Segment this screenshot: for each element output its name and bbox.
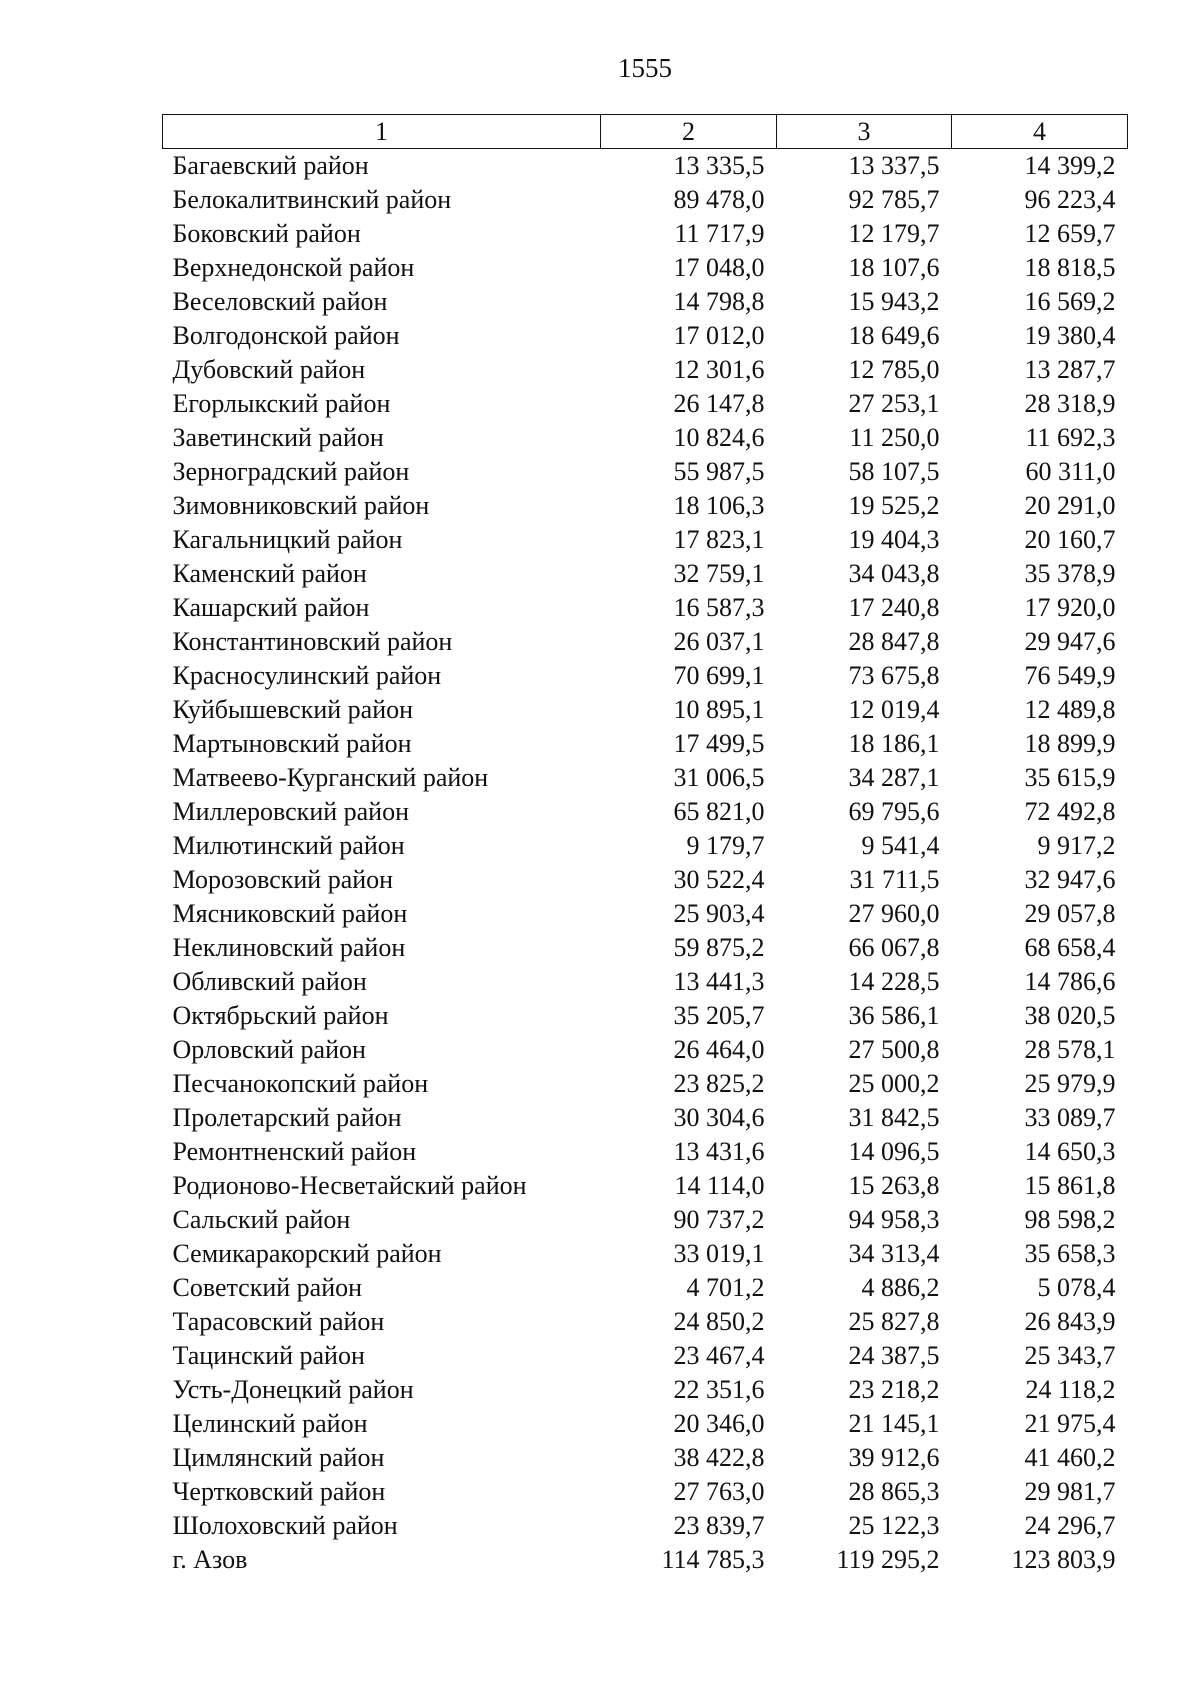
column-3-value-cell: 94 958,3 (848, 1205, 940, 1234)
district-name-cell: Мартыновский район (172, 729, 412, 758)
column-2-value-cell: 26 147,8 (673, 389, 765, 418)
table-row (163, 1543, 1128, 1577)
district-name-cell: Неклиновский район (172, 933, 406, 962)
column-3-value-cell: 11 250,0 (849, 423, 940, 452)
column-3-value-cell: 18 649,6 (848, 321, 940, 350)
column-3-value-cell: 9 541,4 (861, 831, 940, 860)
column-3-value-cell: 69 795,6 (848, 797, 940, 826)
column-2-value-cell: 20 346,0 (673, 1409, 765, 1438)
column-4-value-cell: 96 223,4 (1024, 185, 1116, 214)
column-4-value-cell: 29 981,7 (1024, 1477, 1116, 1506)
column-4-value-cell: 72 492,8 (1024, 797, 1116, 826)
column-4-value-cell: 12 659,7 (1024, 219, 1116, 248)
column-4-value-cell: 123 803,9 (1011, 1545, 1116, 1574)
table-row (163, 1067, 1128, 1101)
column-4-value-cell: 28 578,1 (1024, 1035, 1116, 1064)
table-row (163, 149, 1128, 184)
column-3-value-cell: 28 865,3 (848, 1477, 940, 1506)
table-row (163, 1339, 1128, 1373)
column-2-value-cell: 16 587,3 (673, 593, 765, 622)
district-name-cell: Заветинский район (172, 423, 384, 452)
district-name-cell: Тарасовский район (172, 1307, 385, 1336)
table-row (163, 1101, 1128, 1135)
district-name-cell: Пролетарский район (172, 1103, 402, 1132)
column-4-value-cell: 28 318,9 (1024, 389, 1116, 418)
table-row (163, 387, 1128, 421)
column-4-value-cell: 14 650,3 (1024, 1137, 1116, 1166)
column-4-value-cell: 26 843,9 (1024, 1307, 1116, 1336)
column-2-value-cell: 11 717,9 (674, 219, 765, 248)
district-name-cell: Шолоховский район (172, 1511, 398, 1540)
district-name-cell: Сальский район (172, 1205, 351, 1234)
page-number: 1555 (618, 53, 672, 83)
column-4-value-cell: 29 947,6 (1024, 627, 1116, 656)
district-name-cell: Куйбышевский район (172, 695, 414, 724)
column-4-value-cell: 11 692,3 (1025, 423, 1116, 452)
column-3-value-cell: 119 295,2 (836, 1545, 940, 1574)
column-4-value-cell: 20 160,7 (1024, 525, 1116, 554)
table-row (163, 659, 1128, 693)
column-2-value-cell: 17 012,0 (673, 321, 765, 350)
column-4-value-cell: 38 020,5 (1024, 1001, 1116, 1030)
column-2-value-cell: 114 785,3 (661, 1545, 765, 1574)
column-2-value-cell: 90 737,2 (673, 1205, 765, 1234)
column-3-value-cell: 34 043,8 (848, 559, 940, 588)
table-row (163, 251, 1128, 285)
column-4-value-cell: 41 460,2 (1024, 1443, 1116, 1472)
column-3-value-cell: 66 067,8 (848, 933, 940, 962)
column-4-value-cell: 17 920,0 (1024, 593, 1116, 622)
table-row (163, 1373, 1128, 1407)
column-2-value-cell: 25 903,4 (673, 899, 765, 928)
column-2-value-cell: 24 850,2 (673, 1307, 765, 1336)
district-name-cell: Зерноградский район (172, 457, 410, 486)
table-row (163, 1203, 1128, 1237)
column-2-value-cell: 23 839,7 (673, 1511, 765, 1540)
table-row (163, 965, 1128, 999)
column-4-value-cell: 35 658,3 (1024, 1239, 1116, 1268)
table-header (163, 115, 1128, 149)
column-3-value-cell: 73 675,8 (848, 661, 940, 690)
column-4-value-cell: 24 296,7 (1024, 1511, 1116, 1540)
column-2-value-cell: 30 522,4 (673, 865, 765, 894)
table-row (163, 1407, 1128, 1441)
district-name-cell: Ремонтненский район (172, 1137, 417, 1166)
district-name-cell: Матвеево-Курганский район (172, 763, 489, 792)
district-name-cell: Дубовский район (172, 355, 366, 384)
column-4-value-cell: 25 979,9 (1024, 1069, 1116, 1098)
district-name-cell: Зимовниковский район (172, 491, 430, 520)
column-4-value-cell: 33 089,7 (1024, 1103, 1116, 1132)
column-2-value-cell: 23 825,2 (673, 1069, 765, 1098)
budget-table (162, 114, 1128, 1577)
column-2-value-cell: 10 895,1 (673, 695, 765, 724)
column-4-value-cell: 13 287,7 (1024, 355, 1116, 384)
column-2-value-cell: 26 037,1 (673, 627, 765, 656)
column-3-value-cell: 25 122,3 (848, 1511, 940, 1540)
table-row (163, 761, 1128, 795)
table-row (163, 591, 1128, 625)
table-row (163, 829, 1128, 863)
table-row (163, 1441, 1128, 1475)
table-row (163, 489, 1128, 523)
district-name-cell: Егорлыкский район (172, 389, 391, 418)
column-4-value-cell: 25 343,7 (1024, 1341, 1116, 1370)
column-4-value-cell: 18 899,9 (1024, 729, 1116, 758)
table-body (163, 149, 1128, 1578)
district-name-cell: Усть-Донецкий район (172, 1375, 414, 1404)
district-name-cell: Милютинский район (172, 831, 405, 860)
table-row (163, 897, 1128, 931)
district-name-cell: Целинский район (172, 1409, 368, 1438)
column-3-value-cell: 19 525,2 (848, 491, 940, 520)
column-2-value-cell: 70 699,1 (673, 661, 765, 690)
district-name-cell: Обливский район (172, 967, 367, 996)
table-row (163, 1237, 1128, 1271)
column-4-value-cell: 35 615,9 (1024, 763, 1116, 792)
table-row (163, 1271, 1128, 1305)
district-name-cell: Кагальницкий район (172, 525, 403, 554)
column-2-value-cell: 13 431,6 (673, 1137, 765, 1166)
column-2-value-cell: 26 464,0 (673, 1035, 765, 1064)
column-3-value-cell: 34 287,1 (848, 763, 940, 792)
column-4-value-cell: 21 975,4 (1024, 1409, 1116, 1438)
district-name-cell: Миллеровский район (172, 797, 410, 826)
column-3-value-cell: 27 253,1 (848, 389, 940, 418)
table-row (163, 625, 1128, 659)
table-row (163, 455, 1128, 489)
column-3-value-cell: 25 000,2 (848, 1069, 940, 1098)
column-3-value-cell: 4 886,2 (861, 1273, 940, 1302)
budget-table-container (162, 114, 1127, 1577)
column-3-value-cell: 19 404,3 (848, 525, 940, 554)
table-row (163, 999, 1128, 1033)
district-name-cell: Октябрьский район (172, 1001, 389, 1030)
district-name-cell: Чертковский район (172, 1477, 386, 1506)
column-2-value-cell: 22 351,6 (673, 1375, 765, 1404)
column-3-value-cell: 14 228,5 (848, 967, 940, 996)
district-name-cell: Белокалитвинский район (172, 185, 452, 214)
column-2-value-cell: 4 701,2 (686, 1273, 765, 1302)
table-row (163, 319, 1128, 353)
district-name-cell: Верхнедонской район (172, 253, 415, 282)
table-row (163, 421, 1128, 455)
column-4-value-cell: 15 861,8 (1024, 1171, 1116, 1200)
table-row (163, 183, 1128, 217)
column-4-value-cell: 19 380,4 (1024, 321, 1116, 350)
table-row (163, 353, 1128, 387)
column-2-value-cell: 12 301,6 (673, 355, 765, 384)
column-2-value-cell: 89 478,0 (673, 185, 765, 214)
district-name-cell: Каменский район (172, 559, 367, 588)
column-3-value-cell: 58 107,5 (848, 457, 940, 486)
column-3-value-cell: 31 842,5 (848, 1103, 940, 1132)
column-3-value-cell: 12 785,0 (848, 355, 940, 384)
column-4-value-cell: 29 057,8 (1024, 899, 1116, 928)
table-row (163, 1509, 1128, 1543)
table-row (163, 1033, 1128, 1067)
column-4-value-cell: 5 078,4 (1037, 1273, 1116, 1302)
table-row (163, 1305, 1128, 1339)
column-header-4: 4 (952, 115, 1128, 149)
table-row (163, 523, 1128, 557)
column-2-value-cell: 14 798,8 (673, 287, 765, 316)
column-3-value-cell: 14 096,5 (848, 1137, 940, 1166)
column-2-value-cell: 10 824,6 (673, 423, 765, 452)
column-2-value-cell: 38 422,8 (673, 1443, 765, 1472)
column-2-value-cell: 32 759,1 (673, 559, 765, 588)
column-header-2: 2 (601, 115, 777, 149)
column-3-value-cell: 36 586,1 (848, 1001, 940, 1030)
column-2-value-cell: 35 205,7 (673, 1001, 765, 1030)
district-name-cell: г. Азов (172, 1545, 248, 1574)
column-3-value-cell: 15 263,8 (848, 1171, 940, 1200)
column-2-value-cell: 17 048,0 (673, 253, 765, 282)
column-3-value-cell: 34 313,4 (848, 1239, 940, 1268)
district-name-cell: Веселовский район (172, 287, 388, 316)
column-2-value-cell: 65 821,0 (673, 797, 765, 826)
column-2-value-cell: 17 823,1 (673, 525, 765, 554)
district-name-cell: Боковский район (172, 219, 361, 248)
column-2-value-cell: 30 304,6 (673, 1103, 765, 1132)
column-3-value-cell: 12 019,4 (848, 695, 940, 724)
district-name-cell: Семикаракорский район (172, 1239, 442, 1268)
district-name-cell: Волгодонской район (172, 321, 400, 350)
district-name-cell: Багаевский район (172, 151, 369, 180)
header-row (163, 115, 1128, 149)
column-3-value-cell: 23 218,2 (848, 1375, 940, 1404)
column-3-value-cell: 18 186,1 (848, 729, 940, 758)
column-3-value-cell: 92 785,7 (848, 185, 940, 214)
table-row (163, 693, 1128, 727)
column-4-value-cell: 24 118,2 (1025, 1375, 1116, 1404)
column-3-value-cell: 25 827,8 (848, 1307, 940, 1336)
column-3-value-cell: 17 240,8 (848, 593, 940, 622)
column-header-3: 3 (777, 115, 952, 149)
table-row (163, 931, 1128, 965)
table-row (163, 1475, 1128, 1509)
column-3-value-cell: 27 500,8 (848, 1035, 940, 1064)
table-row (163, 1169, 1128, 1203)
district-name-cell: Родионово-Несветайский район (172, 1171, 527, 1200)
column-2-value-cell: 23 467,4 (673, 1341, 765, 1370)
column-3-value-cell: 39 912,6 (848, 1443, 940, 1472)
table-row (163, 1135, 1128, 1169)
column-3-value-cell: 27 960,0 (848, 899, 940, 928)
column-2-value-cell: 17 499,5 (673, 729, 765, 758)
district-name-cell: Цимлянский район (172, 1443, 385, 1472)
district-name-cell: Морозовский район (172, 865, 394, 894)
district-name-cell: Орловский район (172, 1035, 366, 1064)
district-name-cell: Песчанокопский район (172, 1069, 429, 1098)
column-4-value-cell: 76 549,9 (1024, 661, 1116, 690)
column-4-value-cell: 12 489,8 (1024, 695, 1116, 724)
column-2-value-cell: 9 179,7 (686, 831, 765, 860)
column-2-value-cell: 27 763,0 (673, 1477, 765, 1506)
column-4-value-cell: 20 291,0 (1024, 491, 1116, 520)
column-3-value-cell: 13 337,5 (848, 151, 940, 180)
column-3-value-cell: 15 943,2 (848, 287, 940, 316)
column-4-value-cell: 16 569,2 (1024, 287, 1116, 316)
column-4-value-cell: 18 818,5 (1024, 253, 1116, 282)
column-2-value-cell: 59 875,2 (673, 933, 765, 962)
column-3-value-cell: 21 145,1 (848, 1409, 940, 1438)
table-row (163, 557, 1128, 591)
district-name-cell: Кашарский район (172, 593, 370, 622)
column-4-value-cell: 14 786,6 (1024, 967, 1116, 996)
column-2-value-cell: 55 987,5 (673, 457, 765, 486)
column-3-value-cell: 24 387,5 (848, 1341, 940, 1370)
district-name-cell: Константиновский район (172, 627, 453, 656)
column-2-value-cell: 13 441,3 (673, 967, 765, 996)
column-4-value-cell: 68 658,4 (1024, 933, 1116, 962)
column-2-value-cell: 31 006,5 (673, 763, 765, 792)
column-header-1: 1 (163, 115, 601, 149)
column-4-value-cell: 98 598,2 (1024, 1205, 1116, 1234)
column-2-value-cell: 18 106,3 (673, 491, 765, 520)
column-3-value-cell: 12 179,7 (848, 219, 940, 248)
district-name-cell: Тацинский район (172, 1341, 365, 1370)
column-2-value-cell: 13 335,5 (673, 151, 765, 180)
column-2-value-cell: 14 114,0 (674, 1171, 765, 1200)
table-row (163, 727, 1128, 761)
column-4-value-cell: 9 917,2 (1037, 831, 1116, 860)
column-4-value-cell: 14 399,2 (1024, 151, 1116, 180)
table-row (163, 863, 1128, 897)
district-name-cell: Мясниковский район (172, 899, 408, 928)
district-name-cell: Советский район (172, 1273, 363, 1302)
table-row (163, 795, 1128, 829)
column-3-value-cell: 31 711,5 (849, 865, 940, 894)
district-name-cell: Красносулинский район (172, 661, 442, 690)
column-4-value-cell: 32 947,6 (1024, 865, 1116, 894)
column-3-value-cell: 18 107,6 (848, 253, 940, 282)
column-2-value-cell: 33 019,1 (673, 1239, 765, 1268)
column-4-value-cell: 35 378,9 (1024, 559, 1116, 588)
column-4-value-cell: 60 311,0 (1025, 457, 1116, 486)
table-row (163, 217, 1128, 251)
column-3-value-cell: 28 847,8 (848, 627, 940, 656)
table-row (163, 285, 1128, 319)
